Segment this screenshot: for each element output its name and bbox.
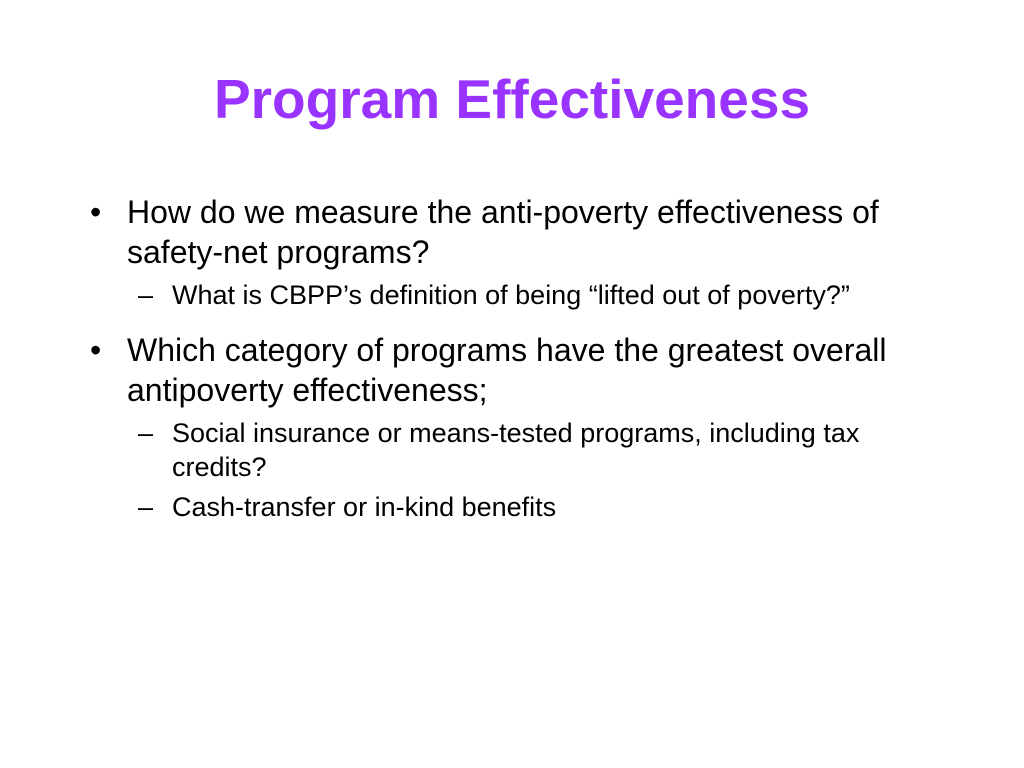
sub-bullet-marker: –	[138, 492, 154, 522]
sub-bullet-item-2-2	[114, 490, 914, 524]
bullet-item-1	[90, 192, 914, 272]
bullet-marker: •	[90, 332, 102, 368]
bullet-text: Which category of programs have the greatest overall antipoverty effectiveness;	[127, 332, 887, 408]
sub-bullet-marker: –	[138, 280, 154, 310]
sub-bullet-item-1-1	[114, 278, 914, 312]
bullet-text: How do we measure the anti-poverty effectiveness of safety-net programs?	[127, 194, 879, 270]
sub-bullet-item-2-1	[114, 416, 914, 484]
sub-bullet-text: Social insurance or means-tested programs, including tax credits?	[172, 418, 860, 482]
slide-title: Program Effectiveness	[213, 68, 811, 130]
bullet-marker: •	[90, 194, 102, 230]
bullet-item-2	[90, 330, 914, 410]
sub-bullet-text: What is CBPP’s definition of being “lifted out of poverty?”	[172, 280, 850, 310]
slide-body	[90, 192, 914, 524]
sub-bullet-text: Cash-transfer or in-kind benefits	[172, 492, 557, 522]
sub-bullet-marker: –	[138, 418, 154, 448]
